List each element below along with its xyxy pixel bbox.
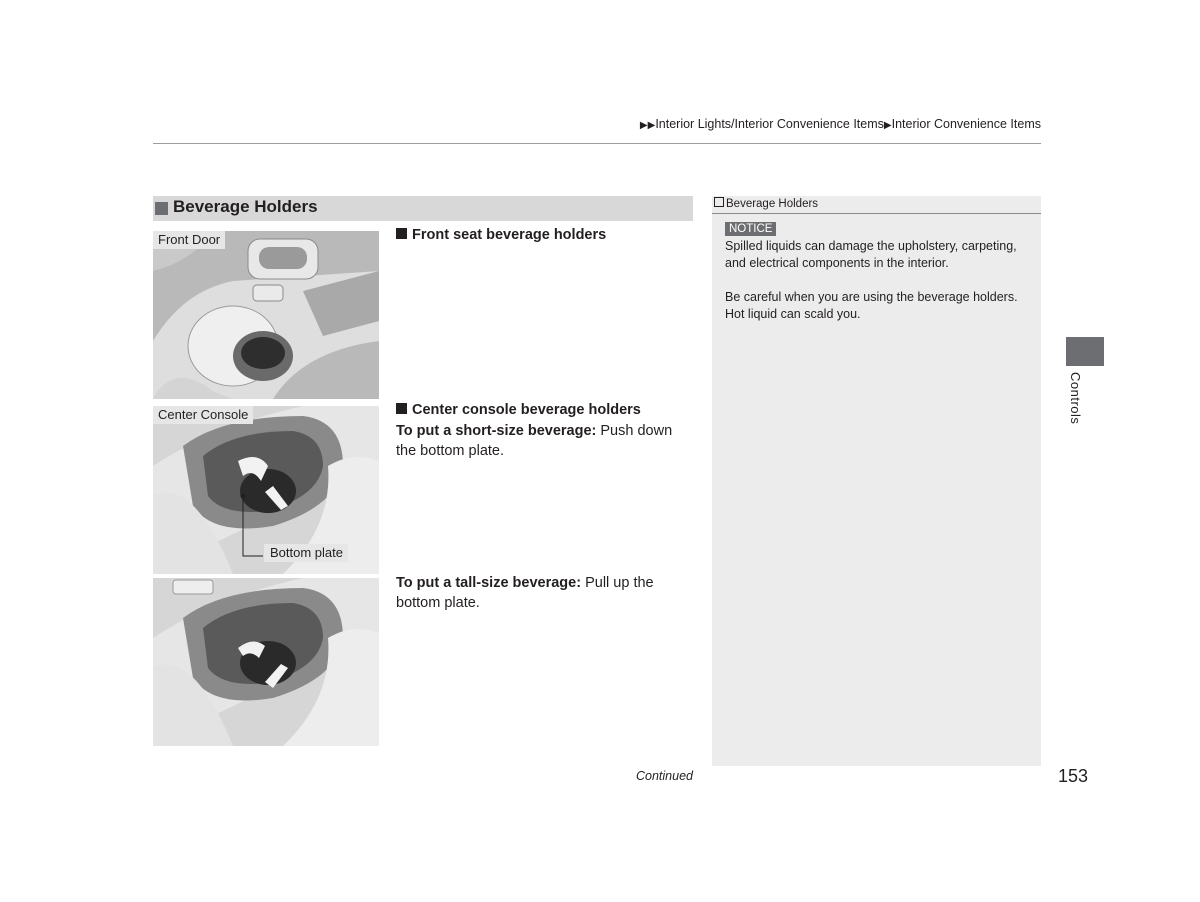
page-number: 153 — [1058, 766, 1089, 786]
square-bullet-icon — [155, 202, 168, 215]
chapter-thumb-tab — [1066, 337, 1104, 366]
center-console-pull-illustration — [153, 578, 379, 746]
triangle-icon: ▶ — [883, 120, 892, 131]
front-seat-heading: Front seat beverage holders — [396, 227, 606, 243]
breadcrumb-part1: Interior Lights/Interior Convenience Items — [655, 117, 884, 131]
center-console-push-illustration — [153, 406, 379, 574]
side-note-panel — [712, 196, 1041, 766]
bottom-plate-label: Bottom plate — [264, 544, 348, 562]
caution-paragraph: Be careful when you are using the beverage holders. Hot liquid can scald you. — [725, 290, 1018, 321]
square-bullet-icon — [396, 228, 407, 239]
short-beverage-instruction: To put a short-size beverage: Push down the bottom plate. — [396, 423, 673, 459]
side-note-reference: Beverage Holders — [712, 196, 1041, 214]
header-divider — [153, 143, 1041, 144]
reference-arrow-icon — [714, 197, 724, 207]
continued-note: Continued — [636, 769, 693, 783]
section-title-bar — [153, 196, 693, 221]
notice-badge: NOTICE — [725, 222, 776, 236]
front-door-illustration — [153, 231, 379, 399]
section-title: Beverage Holders — [173, 197, 318, 216]
tall-beverage-instruction: To put a tall-size beverage: Pull up the bottom plate. — [396, 575, 654, 611]
breadcrumb — [640, 117, 1041, 131]
chapter-label: Controls — [1068, 372, 1083, 425]
center-console-heading: Center console beverage holders — [396, 402, 641, 418]
center-console-label: Center Console — [153, 406, 253, 424]
double-triangle-icon: ▶▶ — [639, 120, 656, 131]
breadcrumb-part2: Interior Convenience Items — [891, 117, 1041, 131]
front-door-label: Front Door — [153, 231, 225, 249]
notice-paragraph: Spilled liquids can damage the upholstery, carpeting, and electrical components in the interior. — [725, 239, 1017, 270]
square-bullet-icon — [396, 403, 407, 414]
